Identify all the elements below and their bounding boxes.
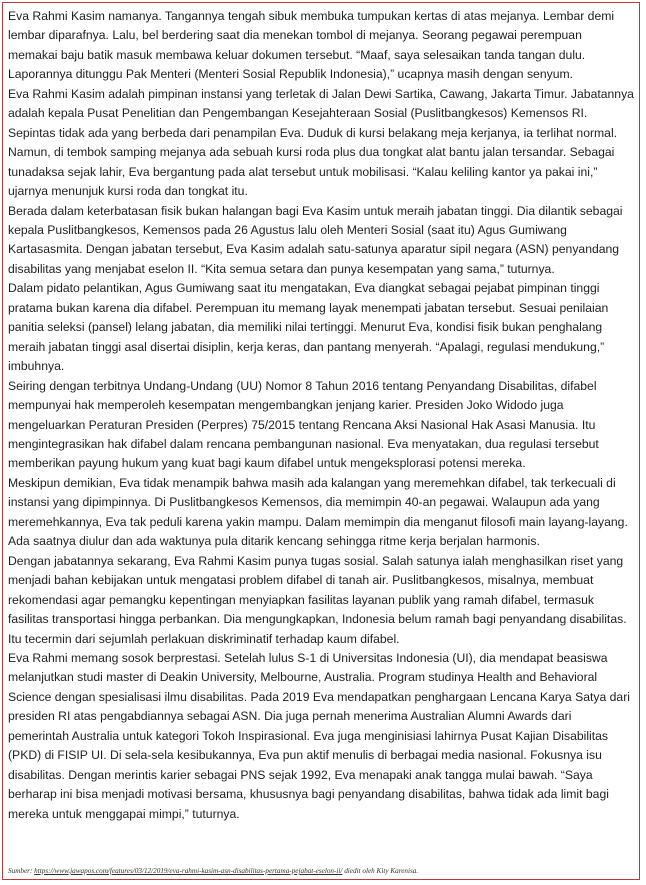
paragraph-achievements: Eva Rahmi memang sosok berprestasi. Setelah lulus S-1 di Universitas Indonesia (UI), dia mendapat beasiswa melanjutkan studi master di Deakin University, Melbourne, Australia. Program studinya Health and Behavioral Science dengan spesialisasi ilmu disabilitas. Pada 2019 Eva mendapatkan penghargaan Lencana Karya Satya dari presiden RI atas pengabdiannya sebagai ASN. Dia juga pernah menerima Australian Alumni Awards dari pemerintah Australia untuk kategori Tokoh Inspirasional. Eva juga menginisiasi lahirnya Pusat Kajian Disabilitas (PKD) di FISIP UI. Di sela-sela kesibukannya, Eva pun aktif menulis di berbagai media nasional. Fokusnya isu disabilitas. Dengan merintis karier sebagai PNS sejak 1992, Eva menapaki anak tangga mulai bawah. “Saya berharap ini bisa menjadi motivasi bersama, khususnya bagi penyandang disabilitas, bahwa tidak ada limit bagi mereka untuk menggapai mimpi,” tuturnya. (8, 650, 630, 821)
article-body (8, 7, 634, 824)
source-link[interactable]: https://www.jawapos.com/features/03/12/2019/eva-rahmi-kasim-asn-disabilitas-pertama-pejabat-eselon-ii/ (34, 867, 343, 875)
paragraph-regulation: Seiring dengan terbitnya Undang-Undang (UU) Nomor 8 Tahun 2016 tentang Penyandang Disabilitas, difabel mempunyai hak memperoleh kesempatan mengembangkan jenjang karier. Presiden Joko Widodo juga mengeluarkan Peraturan Presiden (Perpres) 75/2015 tentang Rencana Aksi Nasional Hak Asasi Manusia. Itu mengintegrasikan hak difabel dalam rencana pembangunan nasional. Eva menyatakan, dua regulasi tersebut memberikan payung hukum yang kuat bagi kaum difabel untuk mengeksplorasi potensi mereka. (8, 378, 599, 471)
paragraph-inauguration: Dalam pidato pelantikan, Agus Gumiwang saat itu mengatakan, Eva diangkat sebagai pejabat pimpinan tinggi pratama bukan karena dia difabel. Perempuan itu memang layak menempati jabatan tersebut. Sesuai penilaian panitia seleksi (pansel) lelang jabatan, dia memiliki nilai tertinggi. Menurut Eva, kondisi fisik bukan penghalang meraih jabatan tinggi asal disertai disiplin, kerja keras, dan pantang menyerah. “Apalagi, regulasi mendukung,” imbuhnya. (8, 281, 609, 374)
paragraph-leadership: Meskipun demikian, Eva tidak menampik bahwa masih ada kalangan yang meremehkan difabel, tak terkecuali di instansi yang dipimpinnya. Di Puslitbangkesos Kemensos, dia memimpin 40-an pegawai. Walaupun ada yang meremehkannya, Eva tak peduli karena yakin mampu. Dalam memimpin dia menganut filosofi main layang-layang. Ada saatnya diulur dan ada waktunya pula ditarik kencang sehingga ritme kerja berjalan harmonis. (8, 475, 628, 549)
source-suffix: diedit oleh Kity Karenisa. (342, 867, 419, 875)
paragraph-social-duty: Dengan jabatannya sekarang, Eva Rahmi Kasim punya tugas sosial. Salah satunya ialah menghasilkan riset yang menjadi bahan kebijakan untuk mengatasi problem difabel di tanah air. Puslitbangkesos, misalnya, membuat rekomendasi agar pemangku kepentingan menyiapkan fasilitas layanan publik yang ramah difabel, termasuk fasilitas transportasi hingga perbankan. Dia mengungkapkan, Indonesia belum ramah bagi penyandang disabilitas. Itu tecermin dari sejumlah perlakuan diskriminatif terhadap kaum difabel. (8, 553, 627, 646)
source-citation (8, 866, 634, 876)
paragraph-appearance: Sepintas tidak ada yang berbeda dari penampilan Eva. Duduk di kursi belakang meja kerjanya, ia terlihat normal. Namun, di tembok samping mejanya ada sebuah kursi roda plus dua tongkat alat bantu jalan tersandar. Sebagai tunadaksa sejak lahir, Eva bergantung pada alat tersebut untuk mobilisasi. “Kalau keliling kantor ya pakai ini,” ujarnya menunjuk kursi roda dan tongkat itu. (8, 125, 618, 199)
paragraph-appointment: Berada dalam keterbatasan fisik bukan halangan bagi Eva Kasim untuk meraih jabatan tinggi. Dia dilantik sebagai kepala Puslitbangkesos, Kemensos pada 26 Agustus lalu oleh Menteri Sosial (saat itu) Agus Gumiwang Kartasasmita. Dengan jabatan tersebut, Eva Kasim adalah satu-satunya aparatur sipil negara (ASN) penyandang disabilitas yang menjabat eselon II. “Kita semua setara dan punya kesempatan yang sama,” tuturnya. (8, 203, 623, 276)
paragraph-position: Eva Rahmi Kasim adalah pimpinan instansi yang terletak di Jalan Dewi Sartika, Cawang, Jakarta Timur. Jabatannya adalah kepala Pusat Penelitian dan Pengembangan Kesejahteraan Sosial (Puslitbangkesos) Kemensos RI. (8, 86, 634, 121)
paragraph-intro: Eva Rahmi Kasim namanya. Tangannya tengah sibuk membuka tumpukan kertas di atas mejanya. Lembar demi lembar diparafnya. Lalu, bel berdering saat dia menekan tombol di mejanya. Seorang pegawai perempuan memakai baju batik masuk membawa keluar dokumen tersebut. “Maaf, saya selesaikan tanda tangan dulu. Laporannya ditunggu Pak Menteri (Menteri Sosial Republik Indonesia),” ucapnya masih dengan senyum. (8, 9, 615, 82)
source-prefix: Sumber: (8, 867, 35, 875)
